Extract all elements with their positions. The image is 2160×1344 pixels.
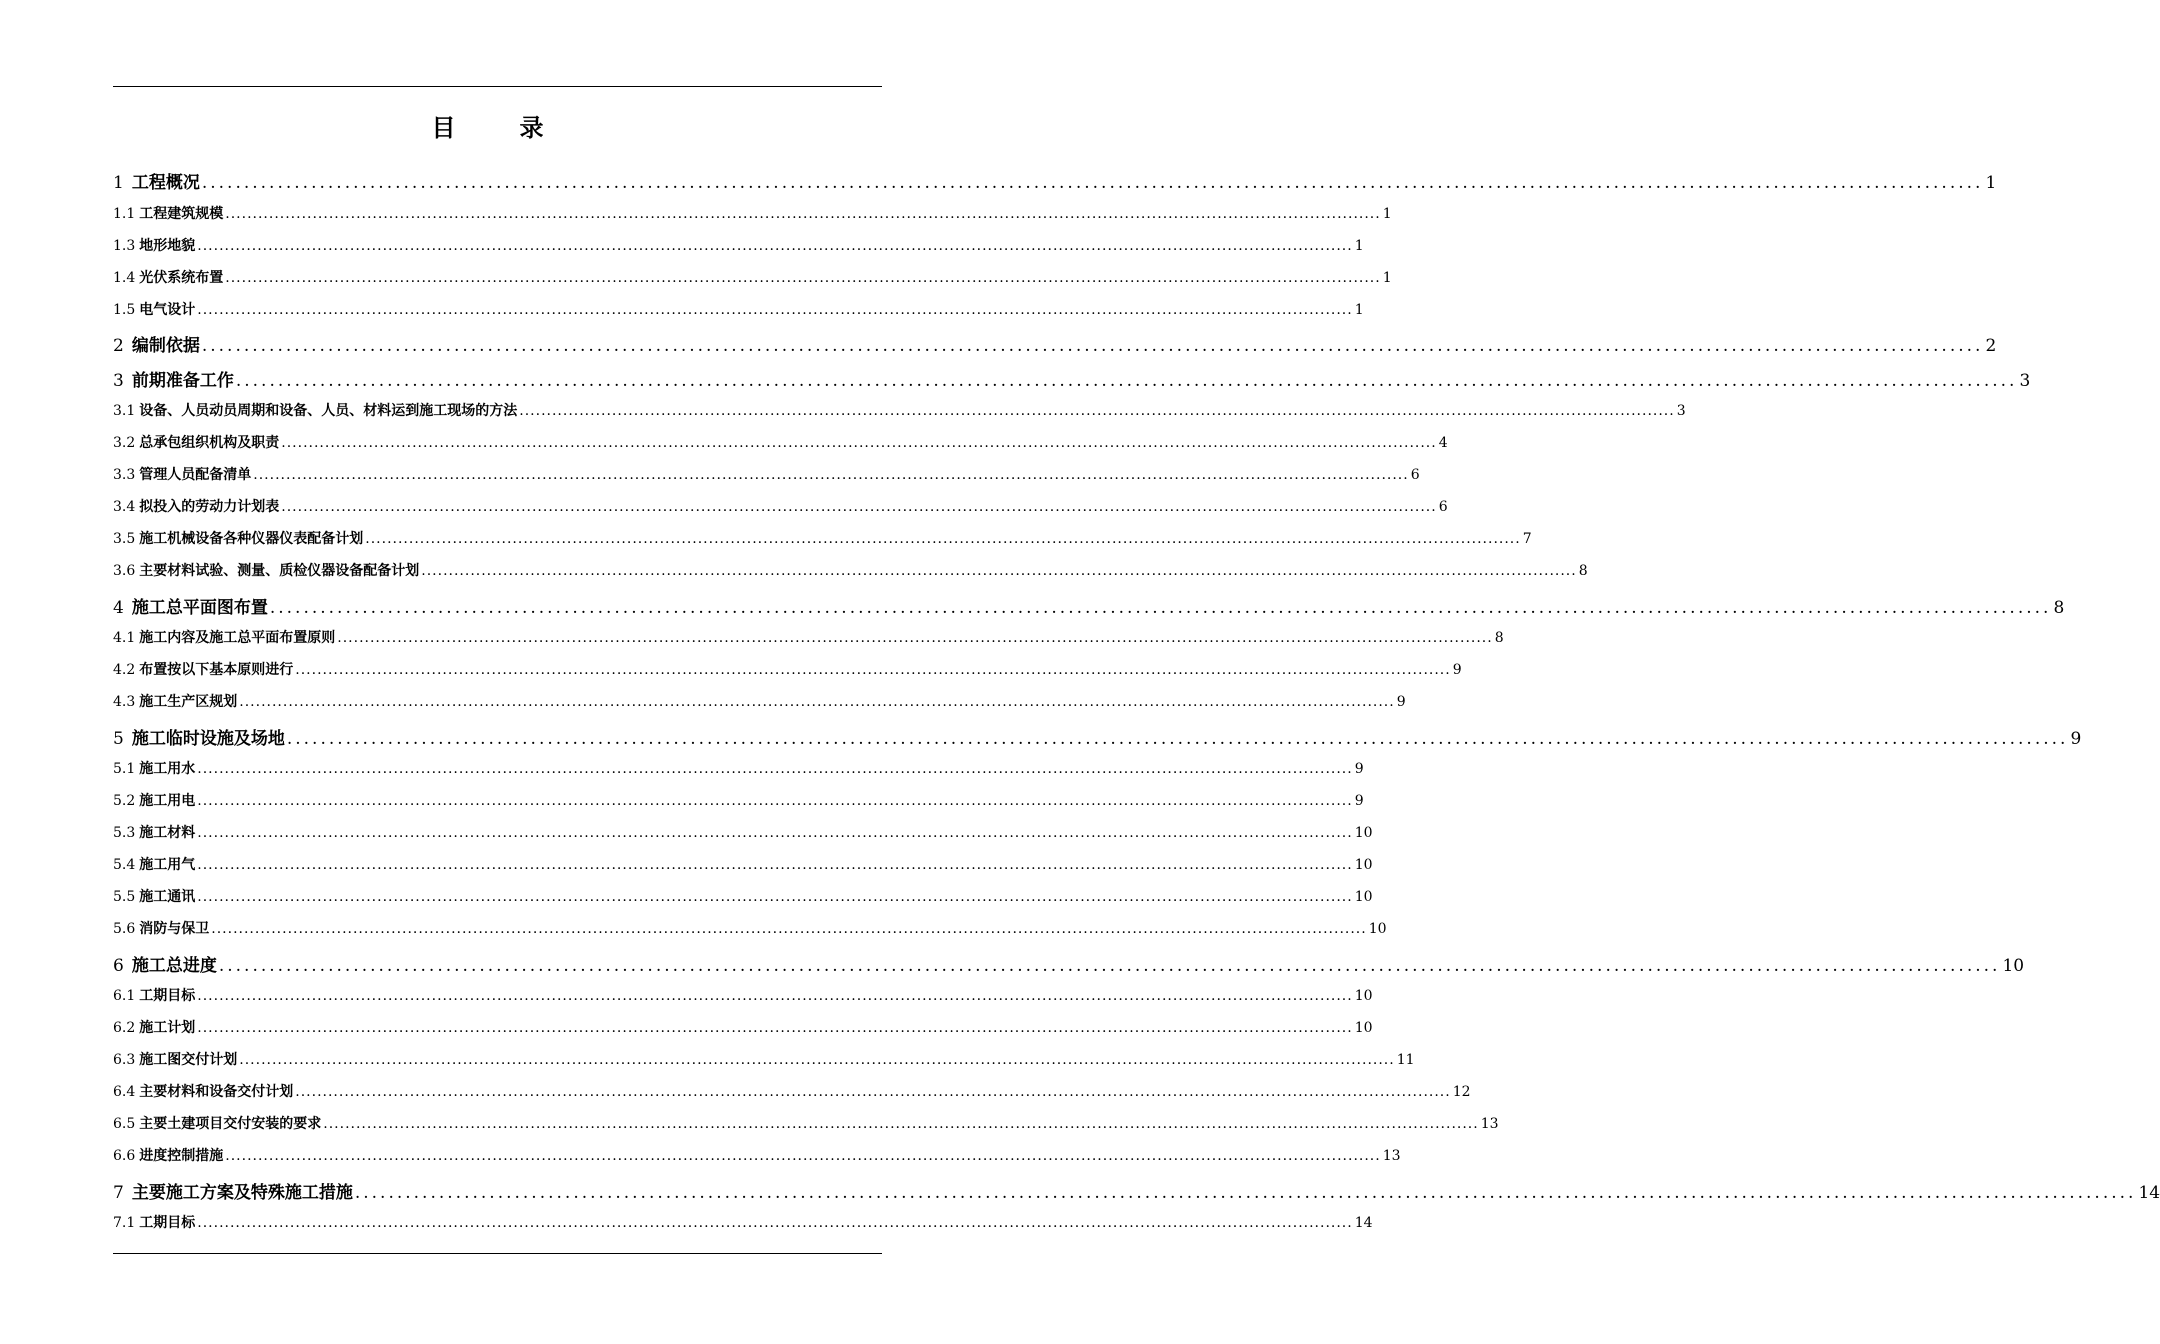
toc-entry[interactable] bbox=[113, 951, 2025, 985]
toc-entry-page: 1 bbox=[1354, 302, 1364, 318]
toc-entry-page: 1 bbox=[1985, 173, 1997, 193]
toc-entry-page: 11 bbox=[1396, 1052, 1415, 1068]
toc-entry[interactable] bbox=[113, 1178, 2160, 1212]
toc-entry-title: 工期目标 bbox=[139, 988, 196, 1004]
toc-entry-title: 施工总平面图布置 bbox=[131, 598, 268, 618]
page-title: 目 录 bbox=[431, 114, 564, 142]
toc-dot-leader: .................................................................................................................................................................................................................... bbox=[197, 302, 1353, 318]
toc-entry[interactable] bbox=[113, 267, 1392, 299]
toc-entry[interactable] bbox=[113, 724, 2082, 758]
toc-dot-leader: .................................................................................................................................................................................................................... bbox=[295, 662, 1451, 678]
toc-entry-page: 1 bbox=[1354, 238, 1364, 254]
toc-entry-page: 1 bbox=[1382, 270, 1392, 286]
toc-entry-title: 施工生产区规划 bbox=[139, 694, 238, 710]
toc-dot-leader: .................................................................................................................................................................................................................... bbox=[421, 563, 1577, 579]
toc-dot-leader: .................................................................................................................................................................................................................... bbox=[323, 1116, 1479, 1132]
toc-dot-leader: .................................................................................................................................................................................................................... bbox=[253, 467, 1409, 483]
toc-entry[interactable] bbox=[113, 1212, 1373, 1244]
toc-entry[interactable] bbox=[113, 366, 2031, 400]
toc-entry-title: 进度控制措施 bbox=[139, 1148, 224, 1164]
toc-entry-page: 10 bbox=[1354, 889, 1373, 905]
toc-entry-page: 1 bbox=[1382, 206, 1392, 222]
toc-entry-page: 10 bbox=[1368, 921, 1387, 937]
toc-entry-page: 13 bbox=[1480, 1116, 1499, 1132]
toc-dot-leader: .................................................................................................................................................................................................................... bbox=[225, 1148, 1381, 1164]
toc-entry-number: 5.1 bbox=[113, 761, 136, 777]
toc-entry[interactable] bbox=[113, 528, 1532, 560]
toc-dot-leader: .................................................................................................................................................................................................................... bbox=[201, 336, 1984, 356]
toc-entry-number: 4.1 bbox=[113, 630, 136, 646]
toc-entry-title: 施工用气 bbox=[139, 857, 196, 873]
toc-entry[interactable] bbox=[113, 659, 1462, 691]
toc-entry-title: 工程建筑规模 bbox=[139, 206, 224, 222]
toc-entry-title: 施工用电 bbox=[139, 793, 196, 809]
toc-entry-number: 3.6 bbox=[113, 563, 136, 579]
toc-entry-title: 施工机械设备各种仪器仪表配备计划 bbox=[139, 531, 364, 547]
header-rule bbox=[113, 86, 882, 87]
toc-entry-title: 工期目标 bbox=[139, 1215, 196, 1231]
toc-entry-page: 8 bbox=[1494, 630, 1504, 646]
toc-entry[interactable] bbox=[113, 627, 1504, 659]
footer-rule bbox=[113, 1253, 882, 1254]
toc-dot-leader: .................................................................................................................................................................................................................... bbox=[197, 1020, 1353, 1036]
toc-dot-leader: .................................................................................................................................................................................................................... bbox=[295, 1084, 1451, 1100]
toc-entry[interactable] bbox=[113, 790, 1364, 822]
toc-entry-page: 14 bbox=[1354, 1215, 1373, 1231]
toc-dot-leader: .................................................................................................................................................................................................................... bbox=[197, 988, 1353, 1004]
toc-entry-title: 施工内容及施工总平面布置原则 bbox=[139, 630, 336, 646]
toc-entry-title: 施工计划 bbox=[139, 1020, 196, 1036]
toc-entry-number: 2 bbox=[113, 336, 124, 356]
toc-entry-number: 5 bbox=[113, 729, 124, 749]
toc-entry-title: 主要材料和设备交付计划 bbox=[139, 1084, 294, 1100]
toc-entry-number: 6.1 bbox=[113, 988, 136, 1004]
toc-dot-leader: .................................................................................................................................................................................................................... bbox=[365, 531, 1521, 547]
toc-dot-leader: .................................................................................................................................................................................................................... bbox=[218, 956, 2001, 976]
toc-entry-number: 5.4 bbox=[113, 857, 136, 873]
toc-entry[interactable] bbox=[113, 593, 2065, 627]
toc-entry-page: 10 bbox=[1354, 1020, 1373, 1036]
toc-entry-number: 7 bbox=[113, 1183, 124, 1203]
toc-dot-leader: .................................................................................................................................................................................................................... bbox=[197, 889, 1353, 905]
toc-entry-number: 1.3 bbox=[113, 238, 136, 254]
toc-dot-leader: .................................................................................................................................................................................................................... bbox=[354, 1183, 2137, 1203]
toc-dot-leader: .................................................................................................................................................................................................................... bbox=[197, 825, 1353, 841]
toc-entry[interactable] bbox=[113, 235, 1364, 267]
toc-entry-page: 2 bbox=[1985, 336, 1997, 356]
toc-entry-number: 1.4 bbox=[113, 270, 136, 286]
toc-entry-page: 8 bbox=[1578, 563, 1588, 579]
toc-dot-leader: .................................................................................................................................................................................................................... bbox=[201, 173, 1984, 193]
toc-entry-title: 施工临时设施及场地 bbox=[131, 729, 285, 749]
toc-entry-number: 6.3 bbox=[113, 1052, 136, 1068]
toc-entry-number: 6.2 bbox=[113, 1020, 136, 1036]
toc-entry-page: 9 bbox=[1354, 761, 1364, 777]
toc-entry[interactable] bbox=[113, 1049, 1415, 1081]
toc-entry-title: 主要材料试验、测量、质检仪器设备配备计划 bbox=[139, 563, 420, 579]
toc-entry-number: 7.1 bbox=[113, 1215, 136, 1231]
toc-entry-number: 6.4 bbox=[113, 1084, 136, 1100]
toc-entry[interactable] bbox=[113, 432, 1448, 464]
toc-entry-title: 前期准备工作 bbox=[131, 371, 234, 391]
toc-entry-number: 3.4 bbox=[113, 499, 136, 515]
toc-entry-number: 1.5 bbox=[113, 302, 136, 318]
toc-entry-title: 施工材料 bbox=[139, 825, 196, 841]
toc-entry-page: 10 bbox=[1354, 825, 1373, 841]
toc-entry[interactable] bbox=[113, 560, 1588, 592]
toc-entry-page: 6 bbox=[1410, 467, 1420, 483]
toc-dot-leader: .................................................................................................................................................................................................................... bbox=[225, 206, 1381, 222]
toc-entry-number: 3.2 bbox=[113, 435, 136, 451]
toc-dot-leader: .................................................................................................................................................................................................................... bbox=[269, 598, 2052, 618]
toc-entry[interactable] bbox=[113, 822, 1373, 854]
toc-entry-number: 3.5 bbox=[113, 531, 136, 547]
toc-entry-number: 6 bbox=[113, 956, 124, 976]
toc-entry-title: 拟投入的劳动力计划表 bbox=[139, 499, 280, 515]
toc-entry-page: 10 bbox=[1354, 857, 1373, 873]
toc-entry-title: 编制依据 bbox=[131, 336, 200, 356]
toc-dot-leader: .................................................................................................................................................................................................................... bbox=[239, 694, 1395, 710]
toc-entry-title: 管理人员配备清单 bbox=[139, 467, 252, 483]
toc-entry[interactable] bbox=[113, 331, 1997, 365]
toc-dot-leader: .................................................................................................................................................................................................................... bbox=[211, 921, 1367, 937]
toc-entry-title: 设备、人员动员周期和设备、人员、材料运到施工现场的方法 bbox=[139, 403, 518, 419]
toc-entry-page: 10 bbox=[1354, 988, 1373, 1004]
toc-dot-leader: .................................................................................................................................................................................................................... bbox=[197, 761, 1353, 777]
toc-entry[interactable] bbox=[113, 985, 1373, 1017]
toc-entry-number: 5.3 bbox=[113, 825, 136, 841]
toc-entry[interactable] bbox=[113, 203, 1392, 235]
toc-entry[interactable] bbox=[113, 918, 1387, 950]
toc-entry[interactable] bbox=[113, 464, 1420, 496]
toc-dot-leader: .................................................................................................................................................................................................................... bbox=[239, 1052, 1395, 1068]
toc-dot-leader: .................................................................................................................................................................................................................... bbox=[235, 371, 2018, 391]
toc-dot-leader: .................................................................................................................................................................................................................... bbox=[197, 238, 1353, 254]
toc-entry-number: 5.6 bbox=[113, 921, 136, 937]
toc-entry-page: 9 bbox=[1452, 662, 1462, 678]
toc-dot-leader: .................................................................................................................................................................................................................... bbox=[225, 270, 1381, 286]
toc-entry[interactable] bbox=[113, 758, 1364, 790]
toc-entry[interactable] bbox=[113, 400, 1686, 432]
toc-entry[interactable] bbox=[113, 691, 1406, 723]
toc-entry-page: 13 bbox=[1382, 1148, 1401, 1164]
toc-entry-page: 10 bbox=[2002, 956, 2025, 976]
toc-entry-number: 4 bbox=[113, 598, 124, 618]
toc-entry-title: 光伏系统布置 bbox=[139, 270, 224, 286]
toc-entry-number: 3.3 bbox=[113, 467, 136, 483]
toc-entry-number: 4.2 bbox=[113, 662, 136, 678]
toc-entry-title: 工程概况 bbox=[131, 173, 200, 193]
toc-entry-number: 6.5 bbox=[113, 1116, 136, 1132]
toc-entry[interactable] bbox=[113, 1081, 1471, 1113]
toc-entry[interactable] bbox=[113, 168, 1997, 202]
toc-entry-page: 6 bbox=[1438, 499, 1448, 515]
toc-entry-page: 4 bbox=[1438, 435, 1448, 451]
toc-entry-page: 12 bbox=[1452, 1084, 1471, 1100]
toc-dot-leader: .................................................................................................................................................................................................................... bbox=[286, 729, 2069, 749]
toc-entry-number: 3 bbox=[113, 371, 124, 391]
toc-entry-page: 14 bbox=[2138, 1183, 2160, 1203]
toc-entry-page: 3 bbox=[1676, 403, 1686, 419]
toc-entry[interactable] bbox=[113, 1017, 1373, 1049]
toc-dot-leader: .................................................................................................................................................................................................................... bbox=[281, 499, 1437, 515]
toc-dot-leader: .................................................................................................................................................................................................................... bbox=[337, 630, 1493, 646]
toc-entry[interactable] bbox=[113, 886, 1373, 918]
toc-entry-title: 施工用水 bbox=[139, 761, 196, 777]
toc-entry[interactable] bbox=[113, 854, 1373, 886]
toc-dot-leader: .................................................................................................................................................................................................................... bbox=[197, 793, 1353, 809]
toc-entry-number: 1.1 bbox=[113, 206, 136, 222]
toc-entry-number: 4.3 bbox=[113, 694, 136, 710]
toc-entry-page: 8 bbox=[2053, 598, 2065, 618]
toc-dot-leader: .................................................................................................................................................................................................................... bbox=[197, 857, 1353, 873]
toc-entry-page: 9 bbox=[1396, 694, 1406, 710]
toc-entry[interactable] bbox=[113, 299, 1364, 331]
toc-dot-leader: .................................................................................................................................................................................................................... bbox=[519, 403, 1675, 419]
toc-dot-leader: .................................................................................................................................................................................................................... bbox=[281, 435, 1437, 451]
toc-entry-page: 7 bbox=[1522, 531, 1532, 547]
toc-entry[interactable] bbox=[113, 1145, 1401, 1177]
toc-entry-title: 主要施工方案及特殊施工措施 bbox=[131, 1183, 353, 1203]
toc-entry-title: 消防与保卫 bbox=[139, 921, 210, 937]
toc-dot-leader: .................................................................................................................................................................................................................... bbox=[197, 1215, 1353, 1231]
toc-entry-number: 3.1 bbox=[113, 403, 136, 419]
toc-entry[interactable] bbox=[113, 1113, 1499, 1145]
toc-entry-number: 5.5 bbox=[113, 889, 136, 905]
toc-entry-title: 施工通讯 bbox=[139, 889, 196, 905]
toc-entry-title: 电气设计 bbox=[139, 302, 196, 318]
toc-entry-title: 施工图交付计划 bbox=[139, 1052, 238, 1068]
toc-entry-title: 地形地貌 bbox=[139, 238, 196, 254]
toc-entry-number: 5.2 bbox=[113, 793, 136, 809]
toc-entry-page: 9 bbox=[1354, 793, 1364, 809]
toc-entry-number: 1 bbox=[113, 173, 124, 193]
toc-entry-title: 施工总进度 bbox=[131, 956, 217, 976]
toc-entry-page: 3 bbox=[2019, 371, 2031, 391]
toc-entry-number: 6.6 bbox=[113, 1148, 136, 1164]
toc-entry[interactable] bbox=[113, 496, 1448, 528]
toc-entry-title: 主要土建项目交付安装的要求 bbox=[139, 1116, 322, 1132]
toc-entry-page: 9 bbox=[2070, 729, 2082, 749]
toc-entry-title: 布置按以下基本原则进行 bbox=[139, 662, 294, 678]
toc-entry-title: 总承包组织机构及职责 bbox=[139, 435, 280, 451]
